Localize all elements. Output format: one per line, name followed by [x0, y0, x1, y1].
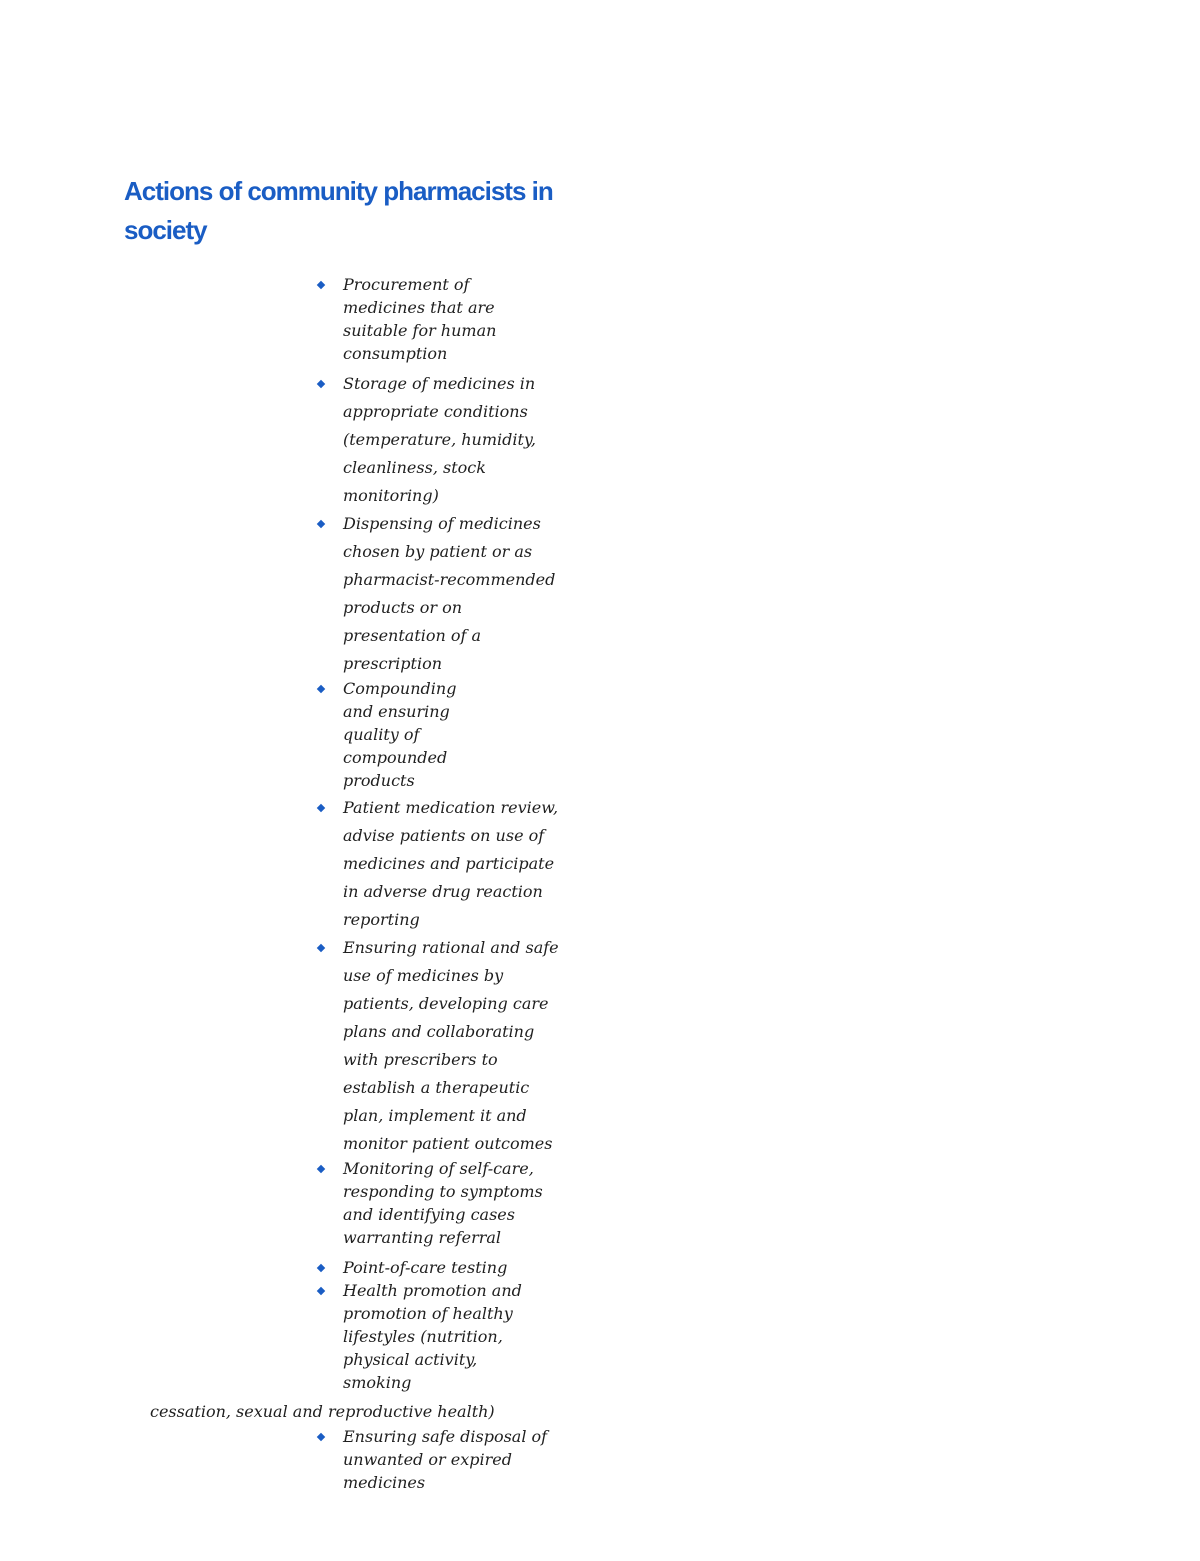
item-line: Storage of medicines in [343, 374, 536, 393]
item-line: prescription [343, 654, 443, 673]
item-line: use of medicines by [343, 966, 504, 985]
item-line: Health promotion and [343, 1281, 522, 1300]
item-line: lifestyles (nutrition, [343, 1327, 503, 1346]
item-line: monitoring) [343, 486, 439, 505]
item-line: medicines that are [343, 298, 495, 317]
item-line: products [343, 771, 415, 790]
list-item-self-care [318, 1157, 543, 1249]
item-line: (temperature, humidity, [343, 430, 536, 449]
list-item-medication-review [318, 794, 559, 934]
item-line: compounded [343, 748, 448, 767]
actions-list-block-2 [318, 370, 555, 678]
actions-list-block-5 [318, 1157, 543, 1394]
item-line: Ensuring safe disposal of [343, 1427, 548, 1446]
item-line: Compounding [343, 679, 457, 698]
list-item-procurement [318, 273, 496, 365]
title-line: society [124, 215, 207, 245]
bullet-icon [317, 685, 325, 693]
bullet-icon [317, 1287, 325, 1295]
item-line: Dispensing of medicines [343, 514, 541, 533]
item-line: Patient medication review, [343, 798, 559, 817]
item-line: and identifying cases [343, 1205, 515, 1224]
bullet-icon [317, 380, 325, 388]
page-title [124, 172, 564, 250]
actions-list-block-6 [318, 1425, 547, 1494]
item-line: smoking [343, 1373, 412, 1392]
item-line: and ensuring [343, 702, 450, 721]
bullet-icon [317, 520, 325, 528]
bullet-icon [317, 1433, 325, 1441]
bullet-icon [317, 1264, 325, 1272]
actions-list-block-3 [318, 677, 456, 792]
bullet-icon [317, 1165, 325, 1173]
item-line: reporting [343, 910, 420, 929]
list-item-storage [318, 370, 555, 510]
item-line: quality of [343, 725, 420, 744]
actions-list-block-1 [318, 273, 496, 365]
item-line: cleanliness, stock [343, 458, 486, 477]
item-line: appropriate conditions [343, 402, 528, 421]
list-item-health-promotion [318, 1279, 543, 1394]
list-item-point-of-care [318, 1256, 543, 1279]
item-line: Monitoring of self-care, [343, 1159, 534, 1178]
item-line: plan, implement it and [343, 1106, 527, 1125]
item-line: Ensuring rational and safe [343, 938, 559, 957]
item-line: unwanted or expired [343, 1450, 512, 1469]
bullet-icon [317, 281, 325, 289]
item-line: warranting referral [343, 1228, 502, 1247]
item-line: plans and collaborating [343, 1022, 535, 1041]
item-line: medicines [343, 1473, 426, 1492]
item-line: presentation of a [343, 626, 482, 645]
item-line: pharmacist-recommended [343, 570, 556, 589]
item-line: with prescribers to [343, 1050, 498, 1069]
item-line: monitor patient outcomes [343, 1134, 553, 1153]
item-line: patients, developing care [343, 994, 549, 1013]
actions-list-block-4 [318, 794, 559, 1158]
item-line: promotion of healthy [343, 1304, 513, 1323]
item-line: advise patients on use of [343, 826, 545, 845]
list-item-safe-disposal [318, 1425, 547, 1494]
continuation-line: cessation, sexual and reproductive health) [150, 1402, 495, 1421]
item-line: in adverse drug reaction [343, 882, 543, 901]
item-line: Procurement of [343, 275, 470, 294]
item-line: chosen by patient or as [343, 542, 533, 561]
bullet-icon [317, 944, 325, 952]
list-item-rational-use [318, 934, 559, 1158]
list-item-dispensing [318, 510, 555, 678]
item-line: responding to symptoms [343, 1182, 543, 1201]
list-item-compounding [318, 677, 456, 792]
title-line: Actions of community pharmacists in [124, 176, 553, 206]
item-line: physical activity, [343, 1350, 478, 1369]
item-line: suitable for human [343, 321, 497, 340]
item-line: consumption [343, 344, 448, 363]
bullet-icon [317, 804, 325, 812]
item-line: establish a therapeutic [343, 1078, 530, 1097]
item-line: Point-of-care testing [343, 1258, 508, 1277]
item-line: medicines and participate [343, 854, 555, 873]
item-line: products or on [343, 598, 463, 617]
